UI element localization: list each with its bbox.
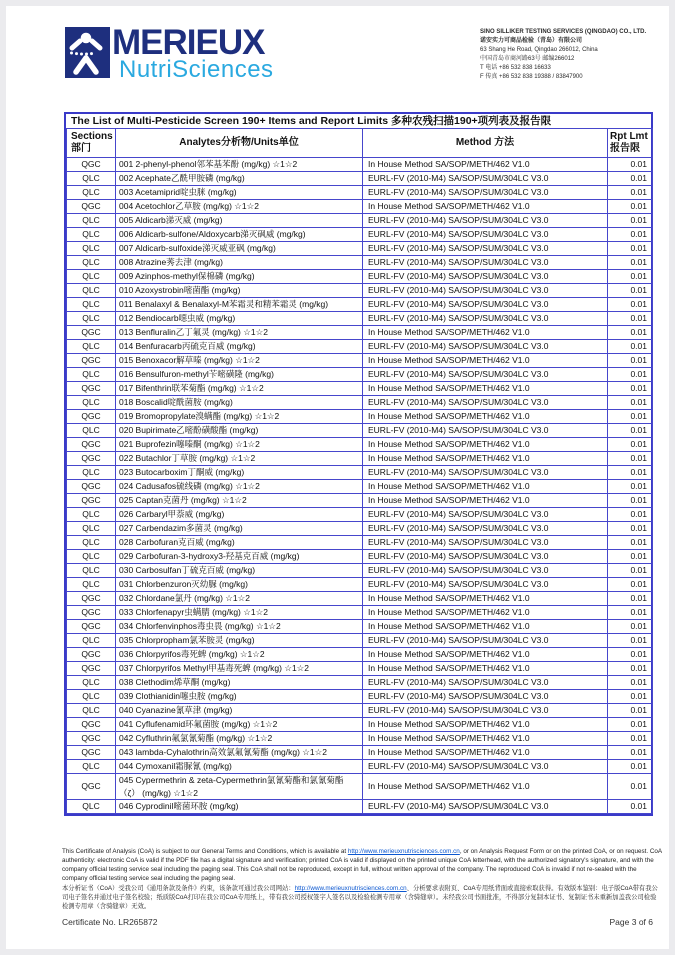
section-cell: QLC: [67, 424, 116, 438]
analyte-cell: 020 Bupirimate乙嘧酚磺酸酯 (mg/kg): [116, 424, 363, 438]
analyte-cell: 025 Captan克菌丹 (mg/kg) ☆1☆2: [116, 494, 363, 508]
rpt-cell: 0.01: [608, 228, 653, 242]
table-row: [67, 508, 653, 522]
rpt-cell: 0.01: [608, 340, 653, 354]
method-cell: EURL-FV (2010-M4) SA/SOP/SUM/304LC V3.0: [363, 368, 608, 382]
rpt-cell: 0.01: [608, 690, 653, 704]
brand-subname: NutriSciences: [119, 56, 274, 83]
company-info: [480, 28, 650, 82]
table-row: [67, 354, 653, 368]
analyte-cell: 011 Benalaxyl & Benalaxyl-M苯霜灵和精苯霜灵 (mg/kg): [116, 298, 363, 312]
method-cell: EURL-FV (2010-M4) SA/SOP/SUM/304LC V3.0: [363, 508, 608, 522]
rpt-cell: 0.01: [608, 480, 653, 494]
rpt-cell: 0.01: [608, 172, 653, 186]
analyte-cell: 026 Carbaryl甲萘威 (mg/kg): [116, 508, 363, 522]
section-cell: QLC: [67, 242, 116, 256]
method-cell: In House Method SA/SOP/METH/462 V1.0: [363, 732, 608, 746]
table-row: [67, 452, 653, 466]
method-cell: In House Method SA/SOP/METH/462 V1.0: [363, 200, 608, 214]
method-cell: In House Method SA/SOP/METH/462 V1.0: [363, 326, 608, 340]
rpt-cell: 0.01: [608, 466, 653, 480]
analyte-cell: 043 lambda-Cyhalothrin高效氯氟氰菊酯 (mg/kg) ☆1☆2: [116, 746, 363, 760]
rpt-cell: 0.01: [608, 550, 653, 564]
table-row: [67, 214, 653, 228]
analyte-cell: 037 Chlorpyrifos Methyl甲基毒死蜱 (mg/kg) ☆1☆2: [116, 662, 363, 676]
rpt-cell: 0.01: [608, 704, 653, 718]
table-row: [67, 396, 653, 410]
analyte-cell: 009 Azinphos-methyl保棉磷 (mg/kg): [116, 270, 363, 284]
analyte-cell: 012 Bendiocarb噁虫威 (mg/kg): [116, 312, 363, 326]
rpt-cell: 0.01: [608, 648, 653, 662]
method-cell: EURL-FV (2010-M4) SA/SOP/SUM/304LC V3.0: [363, 564, 608, 578]
rpt-cell: 0.01: [608, 382, 653, 396]
table-row: [67, 690, 653, 704]
table-title: The List of Multi-Pesticide Screen 190+ Items and Report Limits 多种农残扫描190+项列表及报告限: [71, 115, 552, 127]
brand-name: MERIEUX: [112, 23, 265, 62]
section-cell: QGC: [67, 718, 116, 732]
analyte-cell: 024 Cadusafos硫线磷 (mg/kg) ☆1☆2: [116, 480, 363, 494]
table-row: [67, 172, 653, 186]
rpt-cell: 0.01: [608, 326, 653, 340]
rpt-cell: 0.01: [608, 242, 653, 256]
merieux-figure-icon: [65, 27, 110, 78]
method-cell: In House Method SA/SOP/METH/462 V1.0: [363, 494, 608, 508]
table-row: [67, 760, 653, 774]
section-cell: QLC: [67, 368, 116, 382]
table-row: [67, 200, 653, 214]
section-cell: QLC: [67, 522, 116, 536]
logo-text: [110, 23, 274, 83]
legal-cn-pre: 本分析证书（CoA）受我公司《通用条款及条件》约束，该条款可通过我公司网站：: [62, 885, 295, 892]
analyte-cell: 019 Bromopropylate溴螨酯 (mg/kg) ☆1☆2: [116, 410, 363, 424]
method-cell: EURL-FV (2010-M4) SA/SOP/SUM/304LC V3.0: [363, 172, 608, 186]
page-number: Page 3 of 6: [609, 917, 653, 927]
section-cell: QLC: [67, 270, 116, 284]
table-row: [67, 284, 653, 298]
header-rpt-en: Rpt Lmt: [610, 131, 648, 142]
analyte-cell: 045 Cypermethrin & zeta-Cypermethrin氯氰菊酯和氯氰菊酯（ζ） (mg/kg) ☆1☆2: [116, 774, 363, 800]
analyte-cell: 001 2-phenyl-phenol邻苯基苯酚 (mg/kg) ☆1☆2: [116, 158, 363, 172]
analyte-cell: 015 Benoxacor解草嗪 (mg/kg) ☆1☆2: [116, 354, 363, 368]
section-cell: QLC: [67, 578, 116, 592]
company-address-cn: 中国青岛市商河路63号 邮编266012: [480, 56, 575, 62]
method-cell: EURL-FV (2010-M4) SA/SOP/SUM/304LC V3.0: [363, 800, 608, 814]
rpt-cell: 0.01: [608, 158, 653, 172]
table-row: [67, 676, 653, 690]
method-cell: EURL-FV (2010-M4) SA/SOP/SUM/304LC V3.0: [363, 424, 608, 438]
analyte-cell: 014 Benfuracarb丙硫克百威 (mg/kg): [116, 340, 363, 354]
table-header-row: [67, 129, 653, 158]
rpt-cell: 0.01: [608, 298, 653, 312]
analyte-cell: 034 Chlorfenvinphos毒虫畏 (mg/kg) ☆1☆2: [116, 620, 363, 634]
table-row: [67, 410, 653, 424]
method-cell: EURL-FV (2010-M4) SA/SOP/SUM/304LC V3.0: [363, 634, 608, 648]
table-row: [67, 326, 653, 340]
rpt-cell: 0.01: [608, 410, 653, 424]
table-row: [67, 662, 653, 676]
header-method: Method 方法: [363, 129, 608, 158]
section-cell: QLC: [67, 550, 116, 564]
analyte-cell: 018 Boscalid啶酰菌胺 (mg/kg): [116, 396, 363, 410]
rpt-cell: 0.01: [608, 452, 653, 466]
section-cell: QLC: [67, 228, 116, 242]
rpt-cell: 0.01: [608, 760, 653, 774]
rpt-cell: 0.01: [608, 494, 653, 508]
rpt-cell: 0.01: [608, 354, 653, 368]
section-cell: QLC: [67, 536, 116, 550]
table-row: [67, 158, 653, 172]
rpt-cell: 0.01: [608, 536, 653, 550]
rpt-cell: 0.01: [608, 284, 653, 298]
rpt-cell: 0.01: [608, 732, 653, 746]
rpt-cell: 0.01: [608, 620, 653, 634]
table-row: [67, 592, 653, 606]
table-row: [67, 732, 653, 746]
analyte-cell: 004 Acetochlor乙草胺 (mg/kg) ☆1☆2: [116, 200, 363, 214]
section-cell: QLC: [67, 800, 116, 814]
section-cell: QGC: [67, 774, 116, 800]
section-cell: QGC: [67, 648, 116, 662]
legal-en-post: , or on Analysis Request Form or on the printed CoA, or on request. CoA authenticity: electronic CoA is valid if the PDF file has a digital signature and verification; printed CoA is valid if displayed on the printed unique CoA letterhead, with the authorized signatory's signature, and with the company official testing service seal including the paging seal. This CoA shall not be reproduced, except in full, without written approval of the company. The reproduced CoA is invalid if not re-sealed with the company official testing service seal including the paging seal.: [62, 848, 662, 882]
section-cell: QLC: [67, 760, 116, 774]
section-cell: QLC: [67, 284, 116, 298]
method-cell: EURL-FV (2010-M4) SA/SOP/SUM/304LC V3.0: [363, 578, 608, 592]
analyte-cell: 005 Aldicarb涕灭威 (mg/kg): [116, 214, 363, 228]
section-cell: QGC: [67, 732, 116, 746]
analyte-cell: 032 Chlordane氯丹 (mg/kg) ☆1☆2: [116, 592, 363, 606]
analyte-cell: 040 Cyanazine氰草津 (mg/kg): [116, 704, 363, 718]
section-cell: QLC: [67, 172, 116, 186]
company-name-cn: 诺安实力可商品检验（青岛）有限公司: [480, 38, 583, 44]
method-cell: In House Method SA/SOP/METH/462 V1.0: [363, 382, 608, 396]
table-row: [67, 578, 653, 592]
section-cell: QGC: [67, 200, 116, 214]
analyte-cell: 033 Chlorfenapyr虫螨腈 (mg/kg) ☆1☆2: [116, 606, 363, 620]
analyte-cell: 044 Cymoxanil霜脲氰 (mg/kg): [116, 760, 363, 774]
certificate-number: Certificate No. LR265872: [62, 917, 158, 927]
analyte-cell: 017 Bifenthrin联苯菊酯 (mg/kg) ☆1☆2: [116, 382, 363, 396]
section-cell: QGC: [67, 438, 116, 452]
table-row: [67, 186, 653, 200]
method-cell: In House Method SA/SOP/METH/462 V1.0: [363, 410, 608, 424]
method-cell: EURL-FV (2010-M4) SA/SOP/SUM/304LC V3.0: [363, 214, 608, 228]
section-cell: QLC: [67, 186, 116, 200]
table-row: [67, 270, 653, 284]
rpt-cell: 0.01: [608, 676, 653, 690]
method-cell: In House Method SA/SOP/METH/462 V1.0: [363, 774, 608, 800]
rpt-cell: 0.01: [608, 662, 653, 676]
method-cell: EURL-FV (2010-M4) SA/SOP/SUM/304LC V3.0: [363, 242, 608, 256]
method-cell: EURL-FV (2010-M4) SA/SOP/SUM/304LC V3.0: [363, 186, 608, 200]
rpt-cell: 0.01: [608, 522, 653, 536]
method-cell: EURL-FV (2010-M4) SA/SOP/SUM/304LC V3.0: [363, 228, 608, 242]
table-row: [67, 298, 653, 312]
section-cell: QGC: [67, 494, 116, 508]
rpt-cell: 0.01: [608, 186, 653, 200]
header-sections-cn: 部门: [71, 143, 91, 154]
table-row: [67, 606, 653, 620]
analyte-cell: 016 Bensulfuron-methyl苄嘧磺隆 (mg/kg): [116, 368, 363, 382]
section-cell: QLC: [67, 676, 116, 690]
analyte-cell: 036 Chlorpyrifos毒死蜱 (mg/kg) ☆1☆2: [116, 648, 363, 662]
section-cell: QGC: [67, 480, 116, 494]
table-row: [67, 800, 653, 814]
analyte-cell: 010 Azoxystrobin嘧菌酯 (mg/kg): [116, 284, 363, 298]
section-cell: QLC: [67, 340, 116, 354]
rpt-cell: 0.01: [608, 200, 653, 214]
section-cell: QLC: [67, 704, 116, 718]
method-cell: EURL-FV (2010-M4) SA/SOP/SUM/304LC V3.0: [363, 676, 608, 690]
table-row: [67, 228, 653, 242]
method-cell: In House Method SA/SOP/METH/462 V1.0: [363, 452, 608, 466]
legal-cn-post: 、分析要求表附页、CoA专用纸背面或直接索取获得。有效版本鉴别：电子版CoA带有我公司电子签名并通过电子签名校验；纸质版CoA打印在我公司CoA专用纸上，带有我公司授权签字人签名以及检验检测专用章（含骑缝章）。未经我公司书面批准，不得部分复制本证书、复制证书未重新加盖我公司检验检测专用章（含骑缝章）无效。: [62, 885, 658, 910]
table-row: [67, 242, 653, 256]
table-row: [67, 774, 653, 800]
analyte-cell: 035 Chlorpropham氯苯胺灵 (mg/kg): [116, 634, 363, 648]
analyte-cell: 002 Acephate乙酰甲胺磷 (mg/kg): [116, 172, 363, 186]
analyte-cell: 013 Benfluralin乙丁氟灵 (mg/kg) ☆1☆2: [116, 326, 363, 340]
method-cell: In House Method SA/SOP/METH/462 V1.0: [363, 746, 608, 760]
section-cell: QGC: [67, 382, 116, 396]
table-row: [67, 424, 653, 438]
rpt-cell: 0.01: [608, 438, 653, 452]
table-row: [67, 480, 653, 494]
method-cell: In House Method SA/SOP/METH/462 V1.0: [363, 438, 608, 452]
table-row: [67, 494, 653, 508]
section-cell: QGC: [67, 620, 116, 634]
rpt-cell: 0.01: [608, 800, 653, 814]
analyte-cell: 007 Aldicarb-sulfoxide涕灭威亚砜 (mg/kg): [116, 242, 363, 256]
rpt-cell: 0.01: [608, 564, 653, 578]
section-cell: QGC: [67, 158, 116, 172]
section-cell: QGC: [67, 452, 116, 466]
pesticide-table: [64, 112, 653, 816]
certificate-row: [62, 917, 653, 927]
method-cell: In House Method SA/SOP/METH/462 V1.0: [363, 662, 608, 676]
analyte-cell: 028 Carbofuran克百威 (mg/kg): [116, 536, 363, 550]
header-rpt-lmt: [608, 129, 653, 158]
method-cell: EURL-FV (2010-M4) SA/SOP/SUM/304LC V3.0: [363, 340, 608, 354]
method-cell: EURL-FV (2010-M4) SA/SOP/SUM/304LC V3.0: [363, 396, 608, 410]
analyte-cell: 022 Butachlor丁草胺 (mg/kg) ☆1☆2: [116, 452, 363, 466]
legal-en-pre: This Certificate of Analysis (CoA) is subject to our General Terms and Conditions, which is available at: [62, 848, 348, 855]
rpt-cell: 0.01: [608, 256, 653, 270]
section-cell: QGC: [67, 592, 116, 606]
section-cell: QLC: [67, 256, 116, 270]
method-cell: EURL-FV (2010-M4) SA/SOP/SUM/304LC V3.0: [363, 256, 608, 270]
table-row: [67, 438, 653, 452]
table-row: [67, 536, 653, 550]
table-row: [67, 564, 653, 578]
table-row: [67, 368, 653, 382]
method-cell: EURL-FV (2010-M4) SA/SOP/SUM/304LC V3.0: [363, 690, 608, 704]
rpt-cell: 0.01: [608, 312, 653, 326]
method-cell: In House Method SA/SOP/METH/462 V1.0: [363, 592, 608, 606]
method-cell: In House Method SA/SOP/METH/462 V1.0: [363, 606, 608, 620]
table-row: [67, 466, 653, 480]
analyte-cell: 031 Chlorbenzuron灭幼脲 (mg/kg): [116, 578, 363, 592]
rpt-cell: 0.01: [608, 746, 653, 760]
analyte-cell: 023 Butocarboxim丁酮威 (mg/kg): [116, 466, 363, 480]
section-cell: QGC: [67, 662, 116, 676]
table-row: [67, 312, 653, 326]
section-cell: QGC: [67, 354, 116, 368]
analyte-cell: 003 Acetamiprid啶虫脒 (mg/kg): [116, 186, 363, 200]
rpt-cell: 0.01: [608, 578, 653, 592]
section-cell: QLC: [67, 298, 116, 312]
analyte-cell: 006 Aldicarb-sulfone/Aldoxycarb涕灭砜威 (mg/kg): [116, 228, 363, 242]
method-cell: In House Method SA/SOP/METH/462 V1.0: [363, 480, 608, 494]
section-cell: QLC: [67, 564, 116, 578]
analyte-cell: 041 Cyflufenamid环氟菌胺 (mg/kg) ☆1☆2: [116, 718, 363, 732]
analyte-cell: 027 Carbendazim多菌灵 (mg/kg): [116, 522, 363, 536]
table-row: [67, 620, 653, 634]
table-row: [67, 648, 653, 662]
company-fax: F 传真 +86 532 838 19388 / 83847900: [480, 74, 583, 80]
method-cell: In House Method SA/SOP/METH/462 V1.0: [363, 718, 608, 732]
table-row: [67, 382, 653, 396]
table-row: [67, 340, 653, 354]
header-sections: [67, 129, 116, 158]
section-cell: QLC: [67, 466, 116, 480]
method-cell: In House Method SA/SOP/METH/462 V1.0: [363, 354, 608, 368]
rpt-cell: 0.01: [608, 396, 653, 410]
table-row: [67, 550, 653, 564]
section-cell: QLC: [67, 312, 116, 326]
analyte-cell: 008 Atrazine莠去津 (mg/kg): [116, 256, 363, 270]
header-sections-en: Sections: [71, 131, 113, 142]
analyte-cell: 039 Clothianidin噻虫胺 (mg/kg): [116, 690, 363, 704]
section-cell: QLC: [67, 396, 116, 410]
analyte-cell: 030 Carbosulfan丁硫克百威 (mg/kg): [116, 564, 363, 578]
rpt-cell: 0.01: [608, 592, 653, 606]
section-cell: QGC: [67, 746, 116, 760]
company-phone: T 电话 +86 532 838 16633: [480, 65, 551, 71]
rpt-cell: 0.01: [608, 774, 653, 800]
table-row: [67, 634, 653, 648]
section-cell: QLC: [67, 508, 116, 522]
analyte-cell: 021 Buprofezin噻嗪酮 (mg/kg) ☆1☆2: [116, 438, 363, 452]
method-cell: EURL-FV (2010-M4) SA/SOP/SUM/304LC V3.0: [363, 270, 608, 284]
table-row: [67, 256, 653, 270]
rpt-cell: 0.01: [608, 214, 653, 228]
terms-link-cn[interactable]: http://www.merieuxnutrisciences.com.cn: [294, 885, 407, 892]
rpt-cell: 0.01: [608, 508, 653, 522]
analyte-cell: 029 Carbofuran-3-hydroxy3-羟基克百威 (mg/kg): [116, 550, 363, 564]
method-cell: EURL-FV (2010-M4) SA/SOP/SUM/304LC V3.0: [363, 466, 608, 480]
analyte-cell: 046 Cyprodinil嘧菌环胺 (mg/kg): [116, 800, 363, 814]
method-cell: EURL-FV (2010-M4) SA/SOP/SUM/304LC V3.0: [363, 312, 608, 326]
section-cell: QGC: [67, 326, 116, 340]
rpt-cell: 0.01: [608, 606, 653, 620]
rpt-cell: 0.01: [608, 368, 653, 382]
method-cell: EURL-FV (2010-M4) SA/SOP/SUM/304LC V3.0: [363, 704, 608, 718]
rpt-cell: 0.01: [608, 424, 653, 438]
section-cell: QLC: [67, 634, 116, 648]
method-cell: EURL-FV (2010-M4) SA/SOP/SUM/304LC V3.0: [363, 522, 608, 536]
rpt-cell: 0.01: [608, 634, 653, 648]
analyte-table-body: [67, 158, 653, 814]
method-cell: In House Method SA/SOP/METH/462 V1.0: [363, 158, 608, 172]
method-cell: In House Method SA/SOP/METH/462 V1.0: [363, 648, 608, 662]
method-cell: In House Method SA/SOP/METH/462 V1.0: [363, 620, 608, 634]
legal-text-en: [62, 847, 662, 883]
method-cell: EURL-FV (2010-M4) SA/SOP/SUM/304LC V3.0: [363, 536, 608, 550]
section-cell: QGC: [67, 606, 116, 620]
table-row: [67, 718, 653, 732]
company-address-en: 63 Shang He Road, Qingdao 266012, China: [480, 47, 598, 53]
section-cell: QLC: [67, 214, 116, 228]
terms-link-en[interactable]: http://www.merieuxnutrisciences.com.cn: [347, 848, 460, 855]
legal-text-cn: [62, 884, 662, 911]
method-cell: EURL-FV (2010-M4) SA/SOP/SUM/304LC V3.0: [363, 760, 608, 774]
analyte-cell: 042 Cyfluthrin氟氯氰菊酯 (mg/kg) ☆1☆2: [116, 732, 363, 746]
section-cell: QLC: [67, 690, 116, 704]
header-rpt-cn: 报告限: [610, 143, 640, 154]
method-cell: EURL-FV (2010-M4) SA/SOP/SUM/304LC V3.0: [363, 550, 608, 564]
table-row: [67, 522, 653, 536]
method-cell: EURL-FV (2010-M4) SA/SOP/SUM/304LC V3.0: [363, 284, 608, 298]
rpt-cell: 0.01: [608, 718, 653, 732]
company-name-en: SINO SILLIKER TESTING SERVICES (QINGDAO) CO., LTD.: [480, 29, 647, 35]
rpt-cell: 0.01: [608, 270, 653, 284]
method-cell: EURL-FV (2010-M4) SA/SOP/SUM/304LC V3.0: [363, 298, 608, 312]
analyte-table: [66, 128, 653, 814]
analyte-cell: 038 Clethodim烯草酮 (mg/kg): [116, 676, 363, 690]
document-header: [65, 23, 660, 107]
header-analytes: Analytes分析物/Units单位: [116, 129, 363, 158]
section-cell: QGC: [67, 410, 116, 424]
table-row: [67, 704, 653, 718]
table-row: [67, 746, 653, 760]
